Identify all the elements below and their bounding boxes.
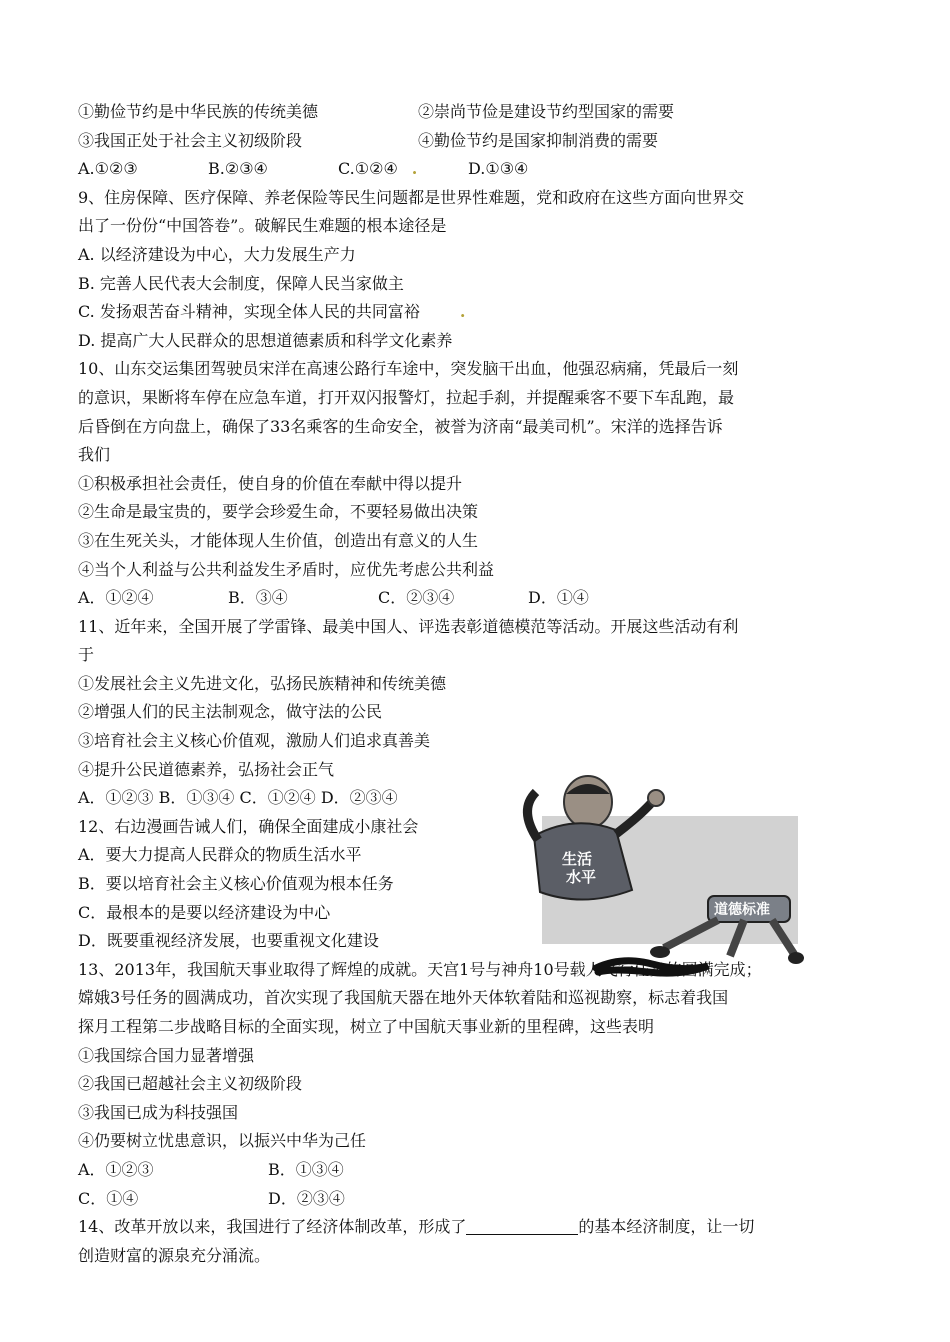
- q8-options: [78, 155, 878, 184]
- cartoon-illustration: [504, 770, 824, 970]
- q13-statement-4: ④仍要树立忧患意识，以振兴中华为己任: [78, 1131, 367, 1151]
- q10-option-b: B．③④: [228, 588, 288, 608]
- q11-stem-1: 11、近年来，全国开展了学雷锋、最美中国人、评选表彰道德模范等活动。开展这些活动有利: [78, 616, 739, 636]
- q8-option-b: B.②③④: [208, 159, 268, 179]
- q10-options: [78, 584, 878, 613]
- q10-statement-4: ④当个人利益与公共利益发生矛盾时，应优先考虑公共利益: [78, 559, 495, 579]
- q9-stem-1: 9、住房保障、医疗保障、养老保险等民生问题都是世界性难题，党和政府在这些方面向世界交: [78, 187, 745, 207]
- q9-option-c: C. 发扬艰苦奋斗精神，实现全体人民的共同富裕 .: [78, 302, 466, 322]
- q13-stem-2: 嫦娥3号任务的圆满成功，首次实现了我国航天器在地外天体软着陆和巡视勘察，标志着我国: [78, 988, 729, 1008]
- q12-option-a: A．要大力提高人民群众的物质生活水平: [78, 845, 362, 865]
- q13-statement-2: ②我国已超越社会主义初级阶段: [78, 1074, 303, 1094]
- q13-option-a: A．①②③: [78, 1159, 154, 1179]
- q9-stem-2: 出了一份份“中国答卷”。破解民生难题的根本途径是: [78, 216, 447, 236]
- q8-row-2: [78, 127, 878, 156]
- q10-stem-1: 10、山东交运集团驾驶员宋洋在高速公路行车途中，突发脑干出血，他强忍病痛，凭最后一刻: [78, 359, 739, 379]
- fill-in-blank[interactable]: [466, 1216, 578, 1235]
- q13-statement-1: ①我国综合国力显著增强: [78, 1045, 255, 1065]
- q14-stem-2: 创造财富的源泉充分涌流。: [78, 1245, 271, 1265]
- q8-statement-3: ③我国正处于社会主义初级阶段: [78, 130, 303, 150]
- q12-stem: 12、右边漫画告诫人们，确保全面建成小康社会: [78, 816, 419, 836]
- exam-page: [78, 98, 878, 1270]
- q14-stem-1: 14、改革开放以来，我国进行了经济体制改革，形成了 的基本经济制度，让一切: [78, 1217, 755, 1237]
- stray-dot: .: [459, 302, 466, 322]
- q9-option-a: A. 以经济建设为中心，大力发展生产力: [78, 244, 356, 264]
- cartoon-label-living-2: 水平: [566, 868, 597, 886]
- q10-statement-3: ③在生死关头，才能体现人生价值，创造出有意义的人生: [78, 530, 479, 550]
- q12-option-d: D．既要重视经济发展，也要重视文化建设: [78, 931, 379, 951]
- q11-statement-2: ②增强人们的民主法制观念，做守法的公民: [78, 702, 383, 722]
- q11-stem-2: 于: [78, 645, 95, 665]
- q13-options-row-2: [78, 1185, 878, 1214]
- q8-statement-2: ②崇尚节俭是建设节约型国家的需要: [418, 102, 675, 121]
- q11-statement-3: ③培育社会主义核心价值观，激励人们追求真善美: [78, 731, 431, 751]
- q13-stem-1: 13、2013年，我国航天事业取得了辉煌的成就。天宫1号与神舟10号载人飞行任务的圆满完成；: [78, 959, 762, 979]
- q10-stem-2: 的意识，果断将车停在应急车道，打开双闪报警灯，拉起手刹，并提醒乘客不要下车乱跑，最: [78, 387, 735, 407]
- q10-stem-3: 后昏倒在方向盘上，确保了33名乘客的生命安全，被誉为济南“最美司机”。宋洋的选择告诉: [78, 416, 723, 436]
- q8-statement-4: ④勤俭节约是国家抑制消费的需要: [418, 130, 659, 150]
- q8-statement-1: ①勤俭节约是中华民族的传统美德: [78, 102, 319, 121]
- q13-options-row-1: [78, 1156, 878, 1185]
- cartoon-label-living-1: 生活: [562, 850, 593, 868]
- q10-stem-4: 我们: [78, 445, 111, 465]
- q8-row-1: [78, 98, 878, 127]
- q11-options: A．①②③ B．①③④ C．①②④ D．②③④: [78, 788, 398, 808]
- q8-option-d: D.①③④: [468, 159, 529, 179]
- ink-scribble: [592, 954, 712, 980]
- q10-option-d: D．①④: [528, 588, 589, 608]
- q10-option-a: A．①②④: [78, 588, 154, 608]
- q8-option-a: A.①②③: [78, 159, 138, 179]
- cartoon-label-morality: 道德标准: [714, 902, 770, 918]
- q10-statement-1: ①积极承担社会责任，使自身的价值在奉献中得以提升: [78, 473, 463, 493]
- q10-statement-2: ②生命是最宝贵的，要学会珍爱生命，不要轻易做出决策: [78, 502, 479, 522]
- q9-option-b: B. 完善人民代表大会制度，保障人民当家做主: [78, 273, 404, 293]
- q9-option-d: D. 提高广大人民群众的思想道德素质和科学文化素养: [78, 330, 453, 350]
- q10-option-c: C．②③④: [378, 588, 455, 608]
- stray-dot: .: [411, 159, 418, 179]
- q12-option-c: C．最根本的是要以经济建设为中心: [78, 902, 331, 922]
- q11-statement-4: ④提升公民道德素养，弘扬社会正气: [78, 759, 335, 779]
- q13-option-b: B．①③④: [268, 1159, 344, 1179]
- q11-statement-1: ①发展社会主义先进文化，弘扬民族精神和传统美德: [78, 673, 447, 693]
- q13-option-d: D．②③④: [268, 1188, 345, 1208]
- q12-option-b: B．要以培育社会主义核心价值观为根本任务: [78, 874, 394, 894]
- q13-option-c: C．①④: [78, 1188, 139, 1208]
- q8-option-c: C.①②④ .: [338, 159, 418, 179]
- q13-statement-3: ③我国已成为科技强国: [78, 1102, 239, 1122]
- q13-stem-3: 探月工程第二步战略目标的全面实现，树立了中国航天事业新的里程碑，这些表明: [78, 1017, 655, 1036]
